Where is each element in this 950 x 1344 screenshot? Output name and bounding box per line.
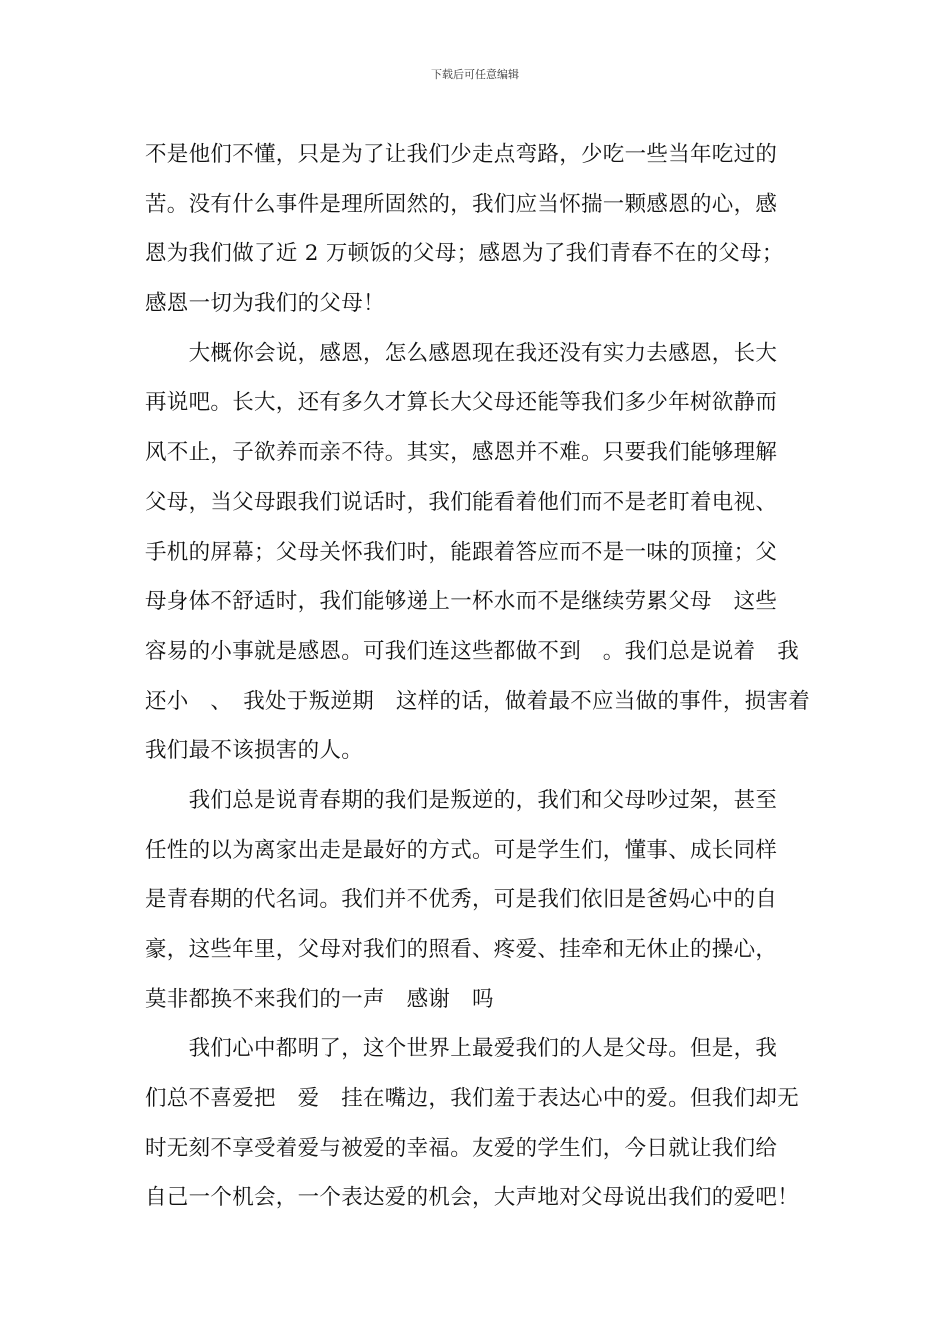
text-line: 时无刻不享受着爱与被爱的幸福。友爱的学生们，今日就让我们给 [145,1135,778,1161]
paragraph [145,329,825,776]
paragraph [145,776,825,1024]
text-line: 还小 、 我处于叛逆期 这样的话，做着最不应当做的事件，损害着 [145,688,811,714]
text-line: 手机的屏幕；父母关怀我们时，能跟着答应而不是一味的顶撞；父 [145,539,778,565]
text-line: 再说吧。长大，还有多久才算长大父母还能等我们多少年树欲静而 [145,390,778,416]
text-line: 是青春期的代名词。我们并不优秀，可是我们依旧是爸妈心中的自 [145,887,778,913]
text-line: 自己一个机会，一个表达爱的机会，大声地对父母说出我们的爱吧！ [145,1185,800,1211]
text-line: 父母，当父母跟我们说话时，我们能看着他们而不是老盯着电视、 [145,489,778,515]
text-line: 母身体不舒适时，我们能够递上一杯水而不是继续劳累父母 这些 [145,589,778,615]
text-line: 我们总是说青春期的我们是叛逆的，我们和父母吵过架，甚至 [145,787,778,813]
text-line: 们总不喜爱把 爱 挂在嘴边，我们羞于表达心中的爱。但我们却无 [145,1086,800,1112]
text-line: 莫非都换不来我们的一声 感谢 吗 [145,986,494,1012]
text-line: 风不止，子欲养而亲不待。其实，感恩并不难。只要我们能够理解 [145,440,778,466]
text-line: 苦。没有什么事件是理所固然的，我们应当怀揣一颗感恩的心，感 [145,191,778,217]
text-line: 恩为我们做了近 2 万顿饭的父母；感恩为了我们青春不在的父母； [145,241,784,267]
text-line: 不是他们不懂，只是为了让我们少走点弯路，少吃一些当年吃过的 [145,142,778,167]
page-header: 下载后可任意编辑 [431,68,519,81]
paragraph [145,1024,825,1223]
text-line: 大概你会说，感恩，怎么感恩现在我还没有实力去感恩，长大 [145,340,778,366]
text-line: 任性的以为离家出走是最好的方式。可是学生们，懂事、成长同样 [145,837,778,863]
text-line: 感恩一切为我们的父母！ [145,291,385,317]
document-body [145,130,825,1223]
text-line: 我们最不该损害的人。 [145,738,364,764]
text-line: 豪，这些年里，父母对我们的照看、疼爱、挂牵和无休止的操心， [145,937,778,962]
text-line: 容易的小事就是感恩。可我们连这些都做不到 。我们总是说着 我 [145,638,800,664]
paragraph [145,130,825,329]
text-line: 我们心中都明了，这个世界上最爱我们的人是父母。但是，我 [145,1036,778,1062]
